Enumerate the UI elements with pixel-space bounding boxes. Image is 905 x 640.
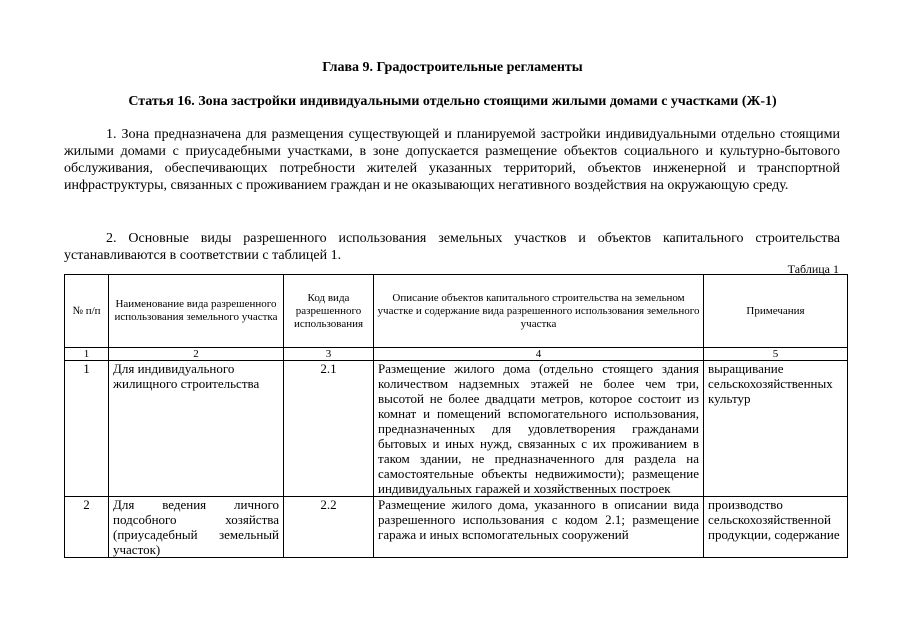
table-row [65,497,848,558]
column-number: 4 [374,348,704,361]
header-name: Наименование вида разрешенного использования земельного участка [109,275,284,348]
use-name: Для ведения личного подсобного хозяйства (приусадебный земельный участок) [109,497,284,558]
header-num: № п/п [65,275,109,348]
column-number: 3 [284,348,374,361]
chapter-title: Глава 9. Градостроительные регламенты [322,60,583,75]
column-number: 1 [65,348,109,361]
use-code: 2.1 [284,361,374,497]
header-notes: Примечания [704,275,848,348]
use-name: Для индивидуального жилищного строительства [109,361,284,497]
use-note: производство сельскохозяйственной продукции, содержание [704,497,848,558]
paragraph-2: 2. Основные виды разрешенного использования земельных участков и объектов капитального строительства устанавливаются в соответствии с таблицей 1. [64,231,840,263]
column-number-row [65,348,848,361]
row-number: 1 [65,361,109,497]
regulations-table [64,274,848,558]
header-description: Описание объектов капитального строительства на земельном участке и содержание вида разрешенного использования земельного участка [374,275,704,348]
table-header-row [65,275,848,348]
table-caption: Таблица 1 [787,262,839,276]
table-row [65,361,848,497]
use-description: Размещение жилого дома (отдельно стоящего здания количеством надземных этажей не более чем три, высотой не более двадцати метров, которое состоит из комнат и помещений вспомогательного использования, предназначенных для удовлетворения гражданами бытовых и иных нужд, связанных с их проживанием в таком здании, не предназначенного для раздела на самостоятельные объекты недвижимости); размещение индивидуальных гаражей и хозяйственных построек [374,361,704,497]
row-number: 2 [65,497,109,558]
use-code: 2.2 [284,497,374,558]
header-code: Код вида разрешенного использования [284,275,374,348]
column-number: 2 [109,348,284,361]
use-description: Размещение жилого дома, указанного в описании вида разрешенного использования с кодом 2.1; размещение гаража и иных вспомогательных сооружений [374,497,704,558]
use-note: выращивание сельскохозяйственных культур [704,361,848,497]
paragraph-1: 1. Зона предназначена для размещения существующей и планируемой застройки индивидуальными отдельно стоящими жилыми домами с приусадебными участками, в зоне допускается размещение объектов социального и культурно-бытового обслуживания, обеспечивающих потребности жителей указанных территорий, объектов инженерной и транспортной инфраструктуры, связанных с проживанием граждан и не оказывающих негативного воздействия на окружающую среду. [64,127,840,193]
article-title: Статья 16. Зона застройки индивидуальными отдельно стоящими жилыми домами с участками (Ж-1) [128,94,777,109]
column-number: 5 [704,348,848,361]
